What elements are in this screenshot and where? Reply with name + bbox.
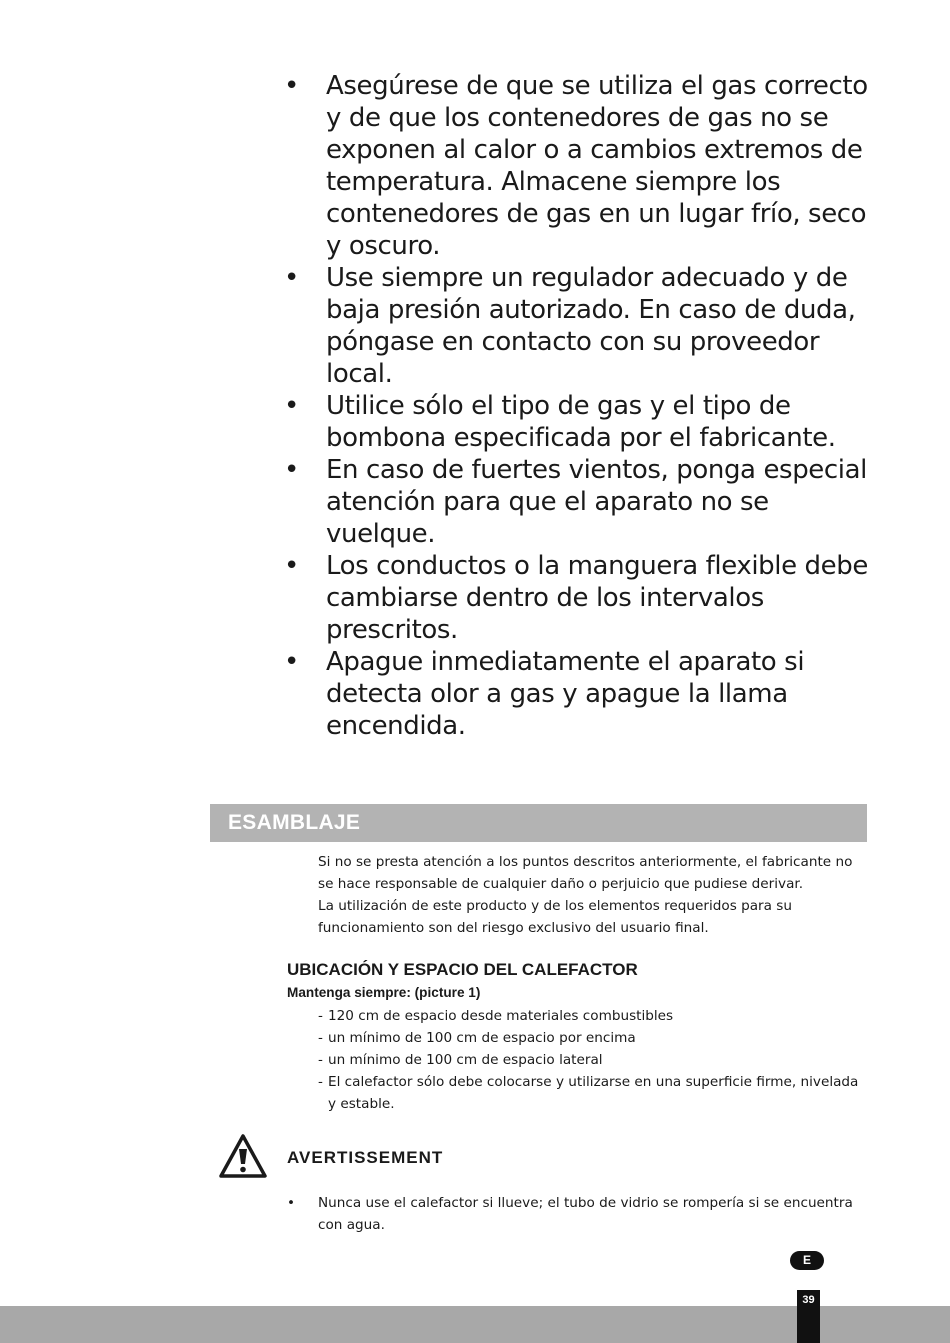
section-header-bar: [210, 804, 867, 842]
location-subheading: Mantenga siempre: (picture 1): [287, 985, 481, 1000]
location-heading: UBICACIÓN Y ESPACIO DEL CALEFACTOR: [287, 960, 638, 979]
safety-item-text: Asegúrese de que se utiliza el gas correcto y de que los contenedores de gas no se exponen al calor o a cambios extremos de temperatura. Almacene siempre los contenedores de gas en un lugar frío, seco y oscuro.: [326, 71, 868, 261]
list-item-text: un mínimo de 100 cm de espacio por encima: [328, 1030, 636, 1046]
list-item: [318, 1071, 870, 1115]
safety-bullet-list: [282, 70, 872, 742]
list-item-text: un mínimo de 100 cm de espacio lateral: [328, 1052, 603, 1068]
bullet: •: [287, 1195, 296, 1211]
language-badge: E: [790, 1251, 824, 1270]
safety-item: [282, 262, 872, 390]
warning-triangle-icon: [218, 1133, 268, 1179]
safety-item-text: Los conductos o la manguera flexible debe cambiarse dentro de los intervalos prescritos.: [326, 551, 868, 645]
bullet: •: [284, 455, 299, 485]
warning-heading: AVERTISSEMENT: [287, 1148, 444, 1167]
list-item: [318, 1005, 870, 1027]
dash: -: [318, 1052, 323, 1068]
safety-item: [282, 550, 872, 646]
safety-item: [282, 454, 872, 550]
dash: -: [318, 1074, 323, 1090]
safety-item: [282, 646, 872, 742]
safety-item-text: En caso de fuertes vientos, ponga especial atención para que el aparato no se vuelque.: [326, 455, 867, 549]
bullet: •: [284, 391, 299, 421]
bullet: •: [284, 71, 299, 101]
safety-item-text: Utilice sólo el tipo de gas y el tipo de bombona especificada por el fabricante.: [326, 391, 836, 453]
safety-item: [282, 70, 872, 262]
warning-item: [287, 1192, 870, 1236]
bullet: •: [284, 647, 299, 677]
dash: -: [318, 1030, 323, 1046]
bullet: •: [284, 263, 299, 293]
list-item: [318, 1049, 870, 1071]
safety-item-text: Apague inmediatamente el aparato si detecta olor a gas y apague la llama encendida.: [326, 647, 805, 741]
warning-list: [287, 1192, 870, 1236]
intro-paragraph: Si no se presta atención a los puntos descritos anteriormente, el fabricante no se hace responsable de cualquier daño o perjuicio que pudiese derivar.: [318, 854, 853, 892]
clearance-list: [318, 1005, 870, 1115]
page-number: 39: [802, 1294, 815, 1306]
list-item: [318, 1027, 870, 1049]
warning-item-text: Nunca use el calefactor si llueve; el tubo de vidrio se rompería si se encuentra con agua.: [318, 1195, 853, 1233]
bullet: •: [284, 551, 299, 581]
list-item-text: 120 cm de espacio desde materiales combustibles: [328, 1008, 674, 1024]
section-title: ESAMBLAJE: [228, 811, 361, 834]
list-item-text: El calefactor sólo debe colocarse y utilizarse en una superficie firme, nivelada y estable.: [328, 1074, 859, 1112]
intro-paragraph: La utilización de este producto y de los elementos requeridos para su funcionamiento son del riesgo exclusivo del usuario final.: [318, 898, 792, 936]
dash: -: [318, 1008, 323, 1024]
intro-text: [318, 851, 870, 939]
safety-item-text: Use siempre un regulador adecuado y de baja presión autorizado. En caso de duda, póngase en contacto con su proveedor local.: [326, 263, 856, 389]
safety-item: [282, 390, 872, 454]
